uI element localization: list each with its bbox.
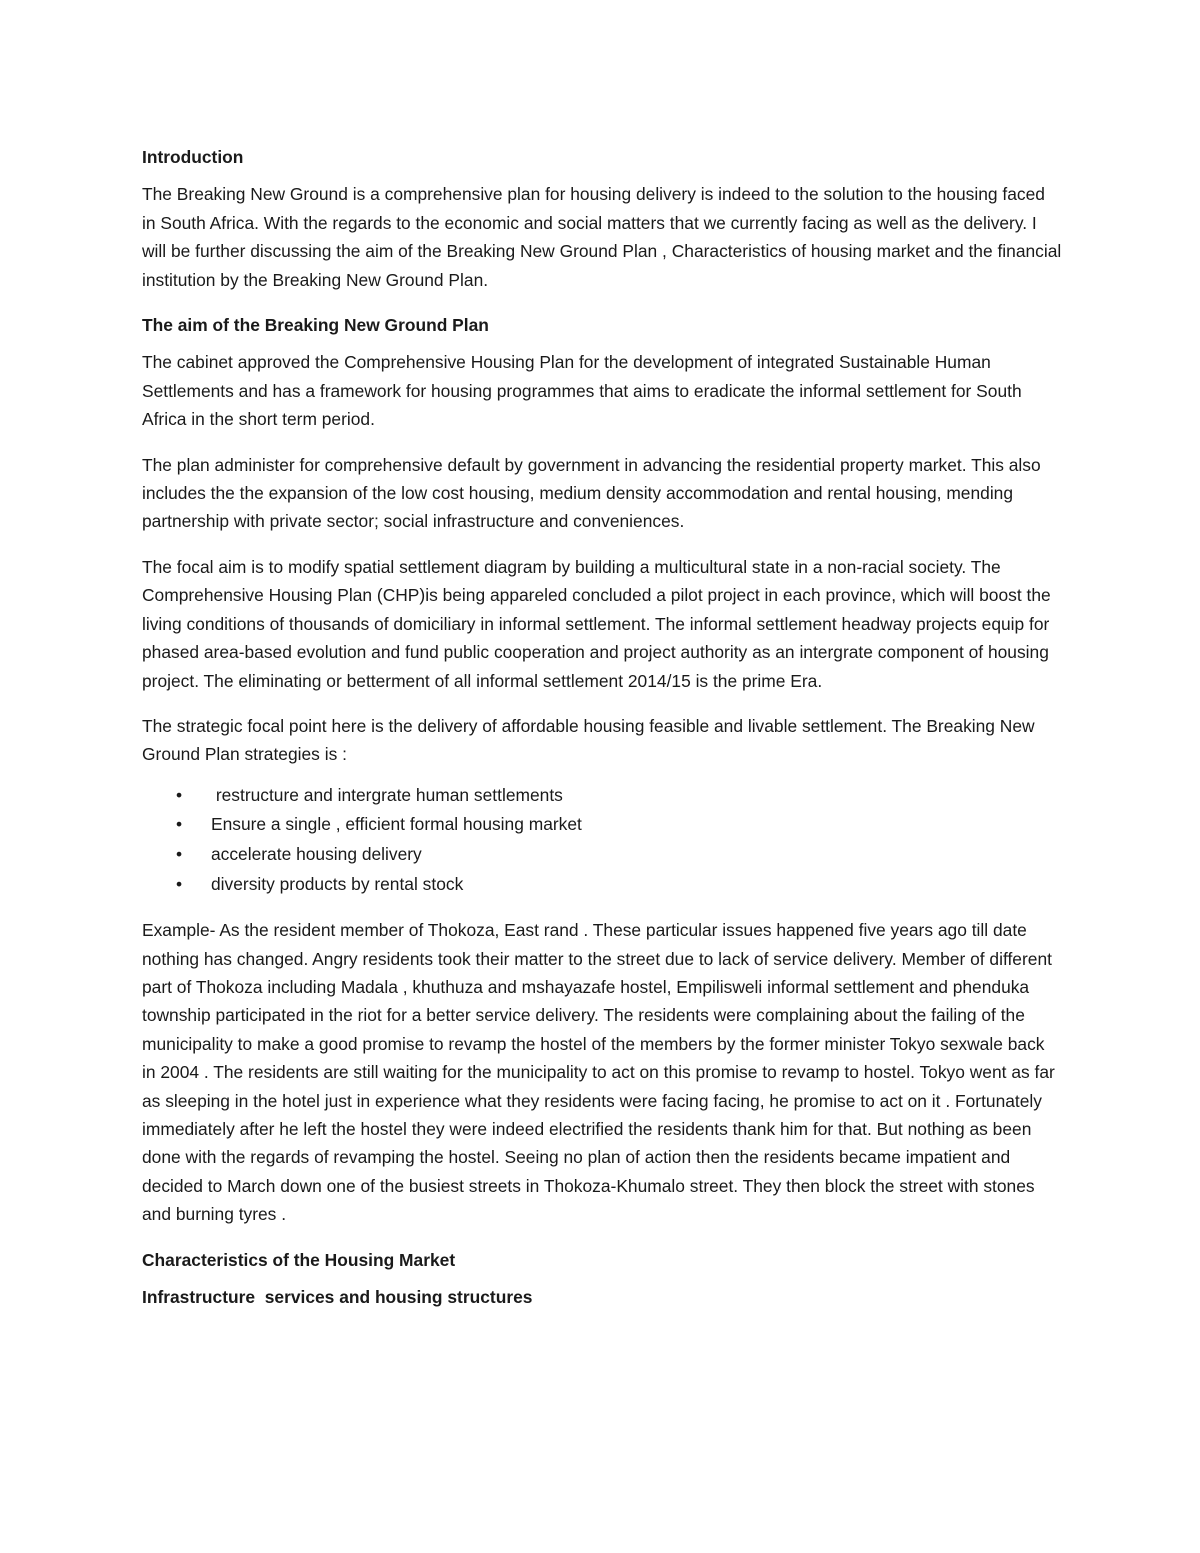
document-page xyxy=(142,143,1062,1320)
list-item xyxy=(142,781,1062,811)
paragraph-focal-aim: The focal aim is to modify spatial settlement diagram by building a multicultural state in a non-racial society. The Comprehensive Housing Plan (CHP)is being appareled concluded a pilot project in each province, which will boost the living conditions of thousands of domiciliary in informal settlement. The informal settlement headway projects equip for phased area-based evolution and fund public cooperation and project authority as an intergrate component of housing project. The eliminating or betterment of all informal settlement 2014/15 is the prime Era. xyxy=(142,556,1051,691)
list-item-text: Ensure a single , efficient formal housing market xyxy=(211,814,582,835)
paragraph-example: Example- As the resident member of Thokoza, East rand . These particular issues happened five years ago till date nothing has changed. Angry residents took their matter to the street due to lack of service delivery. Member of different part of Thokoza including Madala , khuthuza and mshayazafe hostel, Empilisweli informal settlement and phenduka township participated in the riot for a better service delivery. The residents were complaining about the failing of the municipality to make a good promise to revamp the hostel of the members by the former minister Tokyo sexwale back in 2004 . The residents are still waiting for the municipality to act on this promise to revamp to hostel. Tokyo went as far as sleeping in the hotel just in experience what they residents were facing facing, he promise to act on it . Fortunately immediately after he left the hostel they were indeed electrified the residents thank him for that. But nothing as been done with the regards of revamping the hostel. Seeing no plan of action then the residents became impatient and decided to March down one of the busiest streets in Thokoza-Khumalo street. They then block the street with stones and burning tyres . xyxy=(142,920,1055,1225)
heading-infrastructure: Infrastructure services and housing structures xyxy=(142,1286,533,1307)
heading-introduction: Introduction xyxy=(142,147,244,167)
bullet-icon: • xyxy=(176,843,183,864)
bullet-icon: • xyxy=(176,784,183,805)
list-item-text: accelerate housing delivery xyxy=(211,843,422,864)
list-item-text: diversity products by rental stock xyxy=(211,873,464,894)
list-item xyxy=(142,840,1062,870)
paragraph-cabinet: The cabinet approved the Comprehensive Housing Plan for the development of integrated Sustainable Human Settlements and has a framework for housing programmes that aims to eradicate the informal settlement for South Africa in the short term period. xyxy=(142,352,1022,430)
bullet-icon: • xyxy=(176,873,183,894)
paragraph-strategic: The strategic focal point here is the delivery of affordable housing feasible and livable settlement. The Breaking New Ground Plan strategies is : xyxy=(142,715,1035,765)
paragraph-intro: The Breaking New Ground is a comprehensive plan for housing delivery is indeed to the solution to the housing faced in South Africa. With the regards to the economic and social matters that we currently facing as well as the delivery. I will be further discussing the aim of the Breaking New Ground Plan , Characteristics of housing market and the financial institution by the Breaking New Ground Plan. xyxy=(142,184,1062,290)
strategies-list xyxy=(142,781,1062,899)
list-item xyxy=(142,870,1062,900)
list-item-text: restructure and intergrate human settlements xyxy=(211,784,563,805)
list-item xyxy=(142,810,1062,840)
paragraph-administer: The plan administer for comprehensive default by government in advancing the residential property market. This also includes the the expansion of the low cost housing, medium density accommodation and rental housing, mending partnership with private sector; social infrastructure and conveniences. xyxy=(142,454,1041,532)
heading-aim: The aim of the Breaking New Ground Plan xyxy=(142,315,489,336)
heading-characteristics: Characteristics of the Housing Market xyxy=(142,1249,456,1270)
bullet-icon: • xyxy=(176,814,183,835)
